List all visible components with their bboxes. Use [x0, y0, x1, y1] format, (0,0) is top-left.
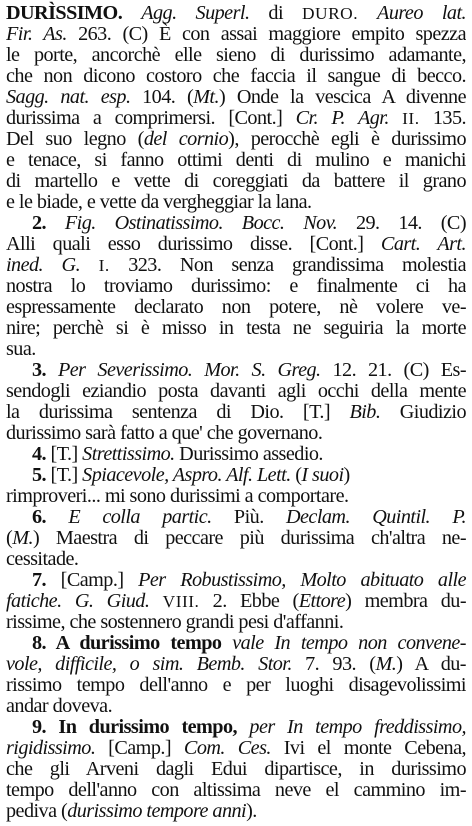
- text-line: 6. E colla partic. Più. Declam. Quintil. P.: [32, 506, 466, 528]
- text-line: rimproveri... mi sono durissimi a comportare.: [6, 485, 349, 507]
- text-line: 7. [Camp.] Per Robustissimo, Molto abituato alle: [32, 569, 466, 591]
- text-line: nostra lo troviamo durissimo: e finalmente ci ha: [6, 275, 466, 297]
- text-line: sua.: [6, 338, 36, 360]
- text-line: DURÌSSIMO. Agg. Superl. di DURO. Aureo lat.: [6, 2, 466, 24]
- text-line: rissimo tempo dell'anno e per luoghi disagevolissimi: [6, 674, 466, 696]
- text-line: Fir. As. 263. (C) È con assai maggiore empito spezza: [6, 23, 466, 45]
- text-line: e le biade, e vette da vergheggiar la lana.: [6, 191, 312, 213]
- text-line: che non dicono costoro che faccia il sangue di becco.: [6, 65, 466, 87]
- text-line: le porte, ancorchè elle sieno di durissimo adamante,: [6, 44, 466, 66]
- text-line: pediva (durissimo tempore anni).: [6, 800, 257, 822]
- text-line: 8. A durissimo tempo vale In tempo non convene-: [32, 632, 466, 654]
- text-line: 5. [T.] Spiacevole, Aspro. Alf. Lett. (I suoi): [32, 464, 350, 486]
- text-line: ined. G. I. 323. Non senza grandissima molestia: [6, 254, 466, 276]
- text-line: la durissima sentenza di Dio. [T.] Bib. Giudizio: [6, 401, 466, 423]
- text-line: di martello e vette di coreggiati da battere il grano: [6, 170, 466, 192]
- text-line: andar doveva.: [6, 695, 113, 717]
- text-line: 2. Fig. Ostinatissimo. Bocc. Nov. 29. 14. (C): [32, 212, 466, 234]
- text-line: 4. [T.] Strettissimo. Durissimo assedio.: [32, 443, 323, 465]
- text-line: nire; perchè si è misso in testa ne seguiria la morte: [6, 317, 466, 339]
- text-line: Del suo legno (del cornio), perocchè egli è durissimo: [6, 128, 466, 150]
- text-line: e tenace, si fanno ottimi denti di mulino e manichi: [6, 149, 466, 171]
- text-line: tempo dell'anno con altissima neve el cammino im-: [6, 779, 466, 801]
- text-line: (M.) Maestra di peccare più durissima ch'altra ne-: [6, 527, 466, 549]
- text-line: che gli Arveni dagli Edui dipartisce, in durissimo: [6, 758, 466, 780]
- text-line: 3. Per Severissimo. Mor. S. Greg. 12. 21. (C) Es-: [32, 359, 466, 381]
- text-line: Alli quali esso durissimo disse. [Cont.] Cart. Art.: [6, 233, 466, 255]
- text-line: sendogli eziandio posta davanti agli occhi della mente: [6, 380, 466, 402]
- text-line: vole, difficile, o sim. Bemb. Stor. 7. 93. (M.) A du-: [6, 653, 466, 675]
- text-line: espressamente declarato non potere, nè volere ve-: [6, 296, 466, 318]
- text-line: durissimo sarà fatto a que' che governano.: [6, 422, 323, 444]
- text-line: fatiche. G. Giud. VIII. 2. Ebbe (Ettore) membra du-: [6, 590, 466, 612]
- text-line: 9. In durissimo tempo, per In tempo freddissimo,: [32, 716, 466, 738]
- text-line: cessitade.: [6, 548, 79, 570]
- text-line: rigidissimo. [Camp.] Com. Ces. Ivi el monte Cebena,: [6, 737, 466, 759]
- text-line: durissima a comprimersi. [Cont.] Cr. P. Agr. II. 135.: [6, 107, 466, 129]
- text-line: rissime, che sostennero grandi pesi d'affanni.: [6, 611, 344, 633]
- text-line: Sagg. nat. esp. 104. (Mt.) Onde la vescica A divenne: [6, 86, 466, 108]
